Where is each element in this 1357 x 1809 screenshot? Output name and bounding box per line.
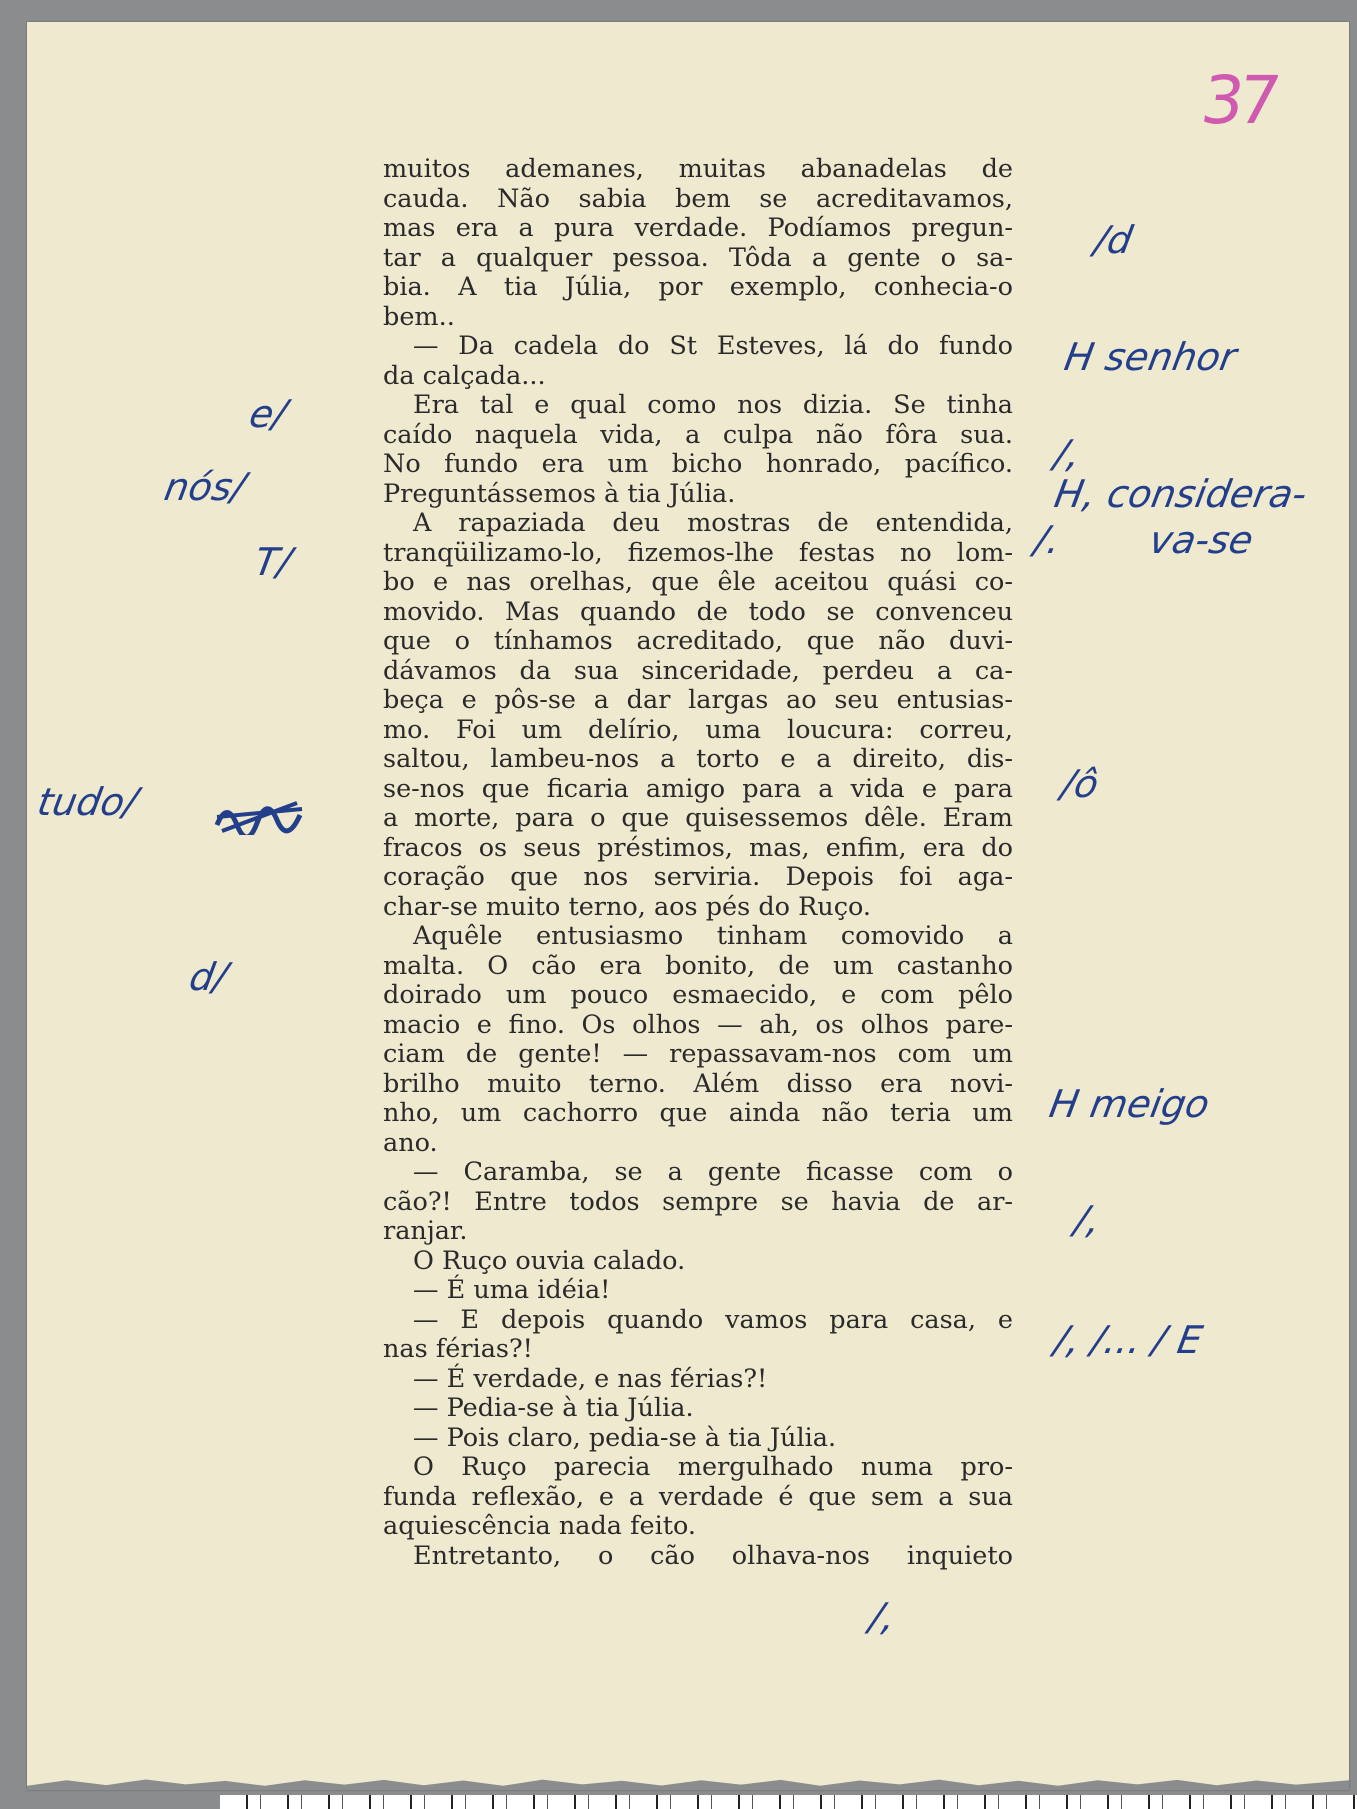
- text-line: coração que nos serviria. Depois foi aga-: [383, 862, 1013, 892]
- margin-note-right: /,: [1071, 1198, 1104, 1242]
- text-line: bo e nas orelhas, que êle aceitou quási co-: [383, 567, 1013, 597]
- text-line: que o tínhamos acreditado, que não duvi-: [383, 626, 1013, 656]
- text-line: tar a qualquer pessoa. Tôda a gente o sa-: [383, 242, 1013, 273]
- text-line: — Da cadela do St Esteves, lá do fundo: [413, 331, 1013, 361]
- margin-note-right: H meigo: [1046, 1082, 1213, 1126]
- text-line: a morte, para o que quisessemos dêle. Eram: [383, 803, 1013, 833]
- text-line: dávamos da sua sinceridade, perdeu a ca-: [383, 655, 1013, 686]
- text-line: A rapaziada deu mostras de entendida,: [413, 508, 1013, 538]
- text-line: ano.: [383, 1127, 438, 1158]
- text-line: — E depois quando vamos para casa, e: [413, 1304, 1013, 1335]
- text-line: mas era a pura verdade. Podíamos pregun-: [383, 213, 1013, 243]
- text-line: mo. Foi um delírio, uma loucura: correu,: [383, 714, 1013, 745]
- text-line: O Ruço parecia mergulhado numa pro-: [413, 1452, 1013, 1482]
- text-line: nas férias?!: [383, 1334, 533, 1364]
- body-text: [383, 155, 1013, 1571]
- margin-note-right: /,: [1051, 432, 1084, 476]
- text-line: brilho muito terno. Além disso era novi-: [383, 1068, 1013, 1099]
- margin-note-right: H, considera-: [1051, 472, 1311, 516]
- margin-note-right: /.: [1031, 518, 1064, 562]
- margin-note-left: tudo/: [34, 780, 142, 824]
- text-line: Era tal e qual como nos dizia. Se tinha: [413, 390, 1013, 420]
- text-line: ciam de gente! — repassavam-nos com um: [383, 1039, 1013, 1069]
- text-line: da calçada...: [383, 360, 546, 391]
- text-line: tranqüilizamo-lo, fizemos-lhe festas no lom-: [383, 537, 1013, 568]
- margin-note-right: /,: [866, 1595, 899, 1639]
- torn-edge: [27, 1776, 1349, 1790]
- text-line: muitos ademanes, muitas abanadelas de: [383, 154, 1013, 184]
- text-line: nho, um cachorro que ainda não teria um: [383, 1098, 1013, 1128]
- text-line: — Pois claro, pedia-se à tia Júlia.: [413, 1422, 837, 1453]
- text-line: O Ruço ouvia calado.: [413, 1245, 686, 1276]
- text-line: beça e pôs-se a dar largas ao seu entusias-: [383, 685, 1013, 715]
- text-line: doirado um pouco esmaecido, e com pêlo: [383, 980, 1013, 1010]
- text-line: aquiescência nada feito.: [383, 1511, 697, 1541]
- text-line: — Pedia-se à tia Júlia.: [413, 1393, 694, 1423]
- scale-ruler: [220, 1795, 1357, 1809]
- text-line: fracos os seus préstimos, mas, enfim, era do: [383, 832, 1013, 863]
- text-line: — Caramba, se a gente ficasse com o: [413, 1157, 1013, 1187]
- margin-note-right: /d: [1091, 218, 1136, 262]
- text-line: cauda. Não sabia bem se acreditavamos,: [383, 183, 1013, 214]
- text-line: bem..: [383, 301, 455, 332]
- crossed-out-scribble: [212, 795, 307, 835]
- margin-note-right: va-se: [1146, 518, 1257, 562]
- text-line: char-se muito terno, aos pés do Ruço.: [383, 891, 872, 922]
- text-line: Preguntássemos à tia Júlia.: [383, 478, 736, 509]
- text-line: Entretanto, o cão olhava-nos inquieto: [413, 1540, 1013, 1571]
- text-line: macio e fino. Os olhos — ah, os olhos pare-: [383, 1009, 1013, 1040]
- margin-note-left: T/: [251, 540, 295, 584]
- page-number: 37: [1196, 62, 1280, 139]
- margin-note-left: e/: [246, 392, 291, 436]
- text-line: movido. Mas quando de todo se convenceu: [383, 596, 1013, 627]
- margin-note-right: /, /... / E: [1051, 1318, 1206, 1362]
- text-line: saltou, lambeu-nos a torto e a direito, dis-: [383, 744, 1013, 774]
- text-line: bia. A tia Júlia, por exemplo, conhecia-o: [383, 272, 1013, 302]
- text-line: cão?! Entre todos sempre se havia de ar-: [383, 1186, 1013, 1217]
- text-line: malta. O cão era bonito, de um castanho: [383, 950, 1013, 981]
- text-line: funda reflexão, e a verdade é que sem a sua: [383, 1481, 1013, 1512]
- margin-note-right: H senhor: [1061, 335, 1240, 379]
- margin-note-left: nós/: [161, 465, 249, 509]
- margin-note-right: /ô: [1058, 762, 1102, 806]
- text-line: ranjar.: [383, 1216, 468, 1246]
- text-line: — É uma idéia!: [413, 1275, 611, 1305]
- text-line: — É verdade, e nas férias?!: [413, 1363, 768, 1394]
- text-line: No fundo era um bicho honrado, pacífico.: [383, 449, 1013, 479]
- text-line: Aquêle entusiasmo tinham comovido a: [413, 921, 1013, 951]
- text-line: caído naquela vida, a culpa não fôra sua.: [383, 419, 1013, 450]
- text-line: se-nos que ficaria amigo para a vida e para: [383, 773, 1013, 804]
- margin-note-left: d/: [186, 955, 231, 999]
